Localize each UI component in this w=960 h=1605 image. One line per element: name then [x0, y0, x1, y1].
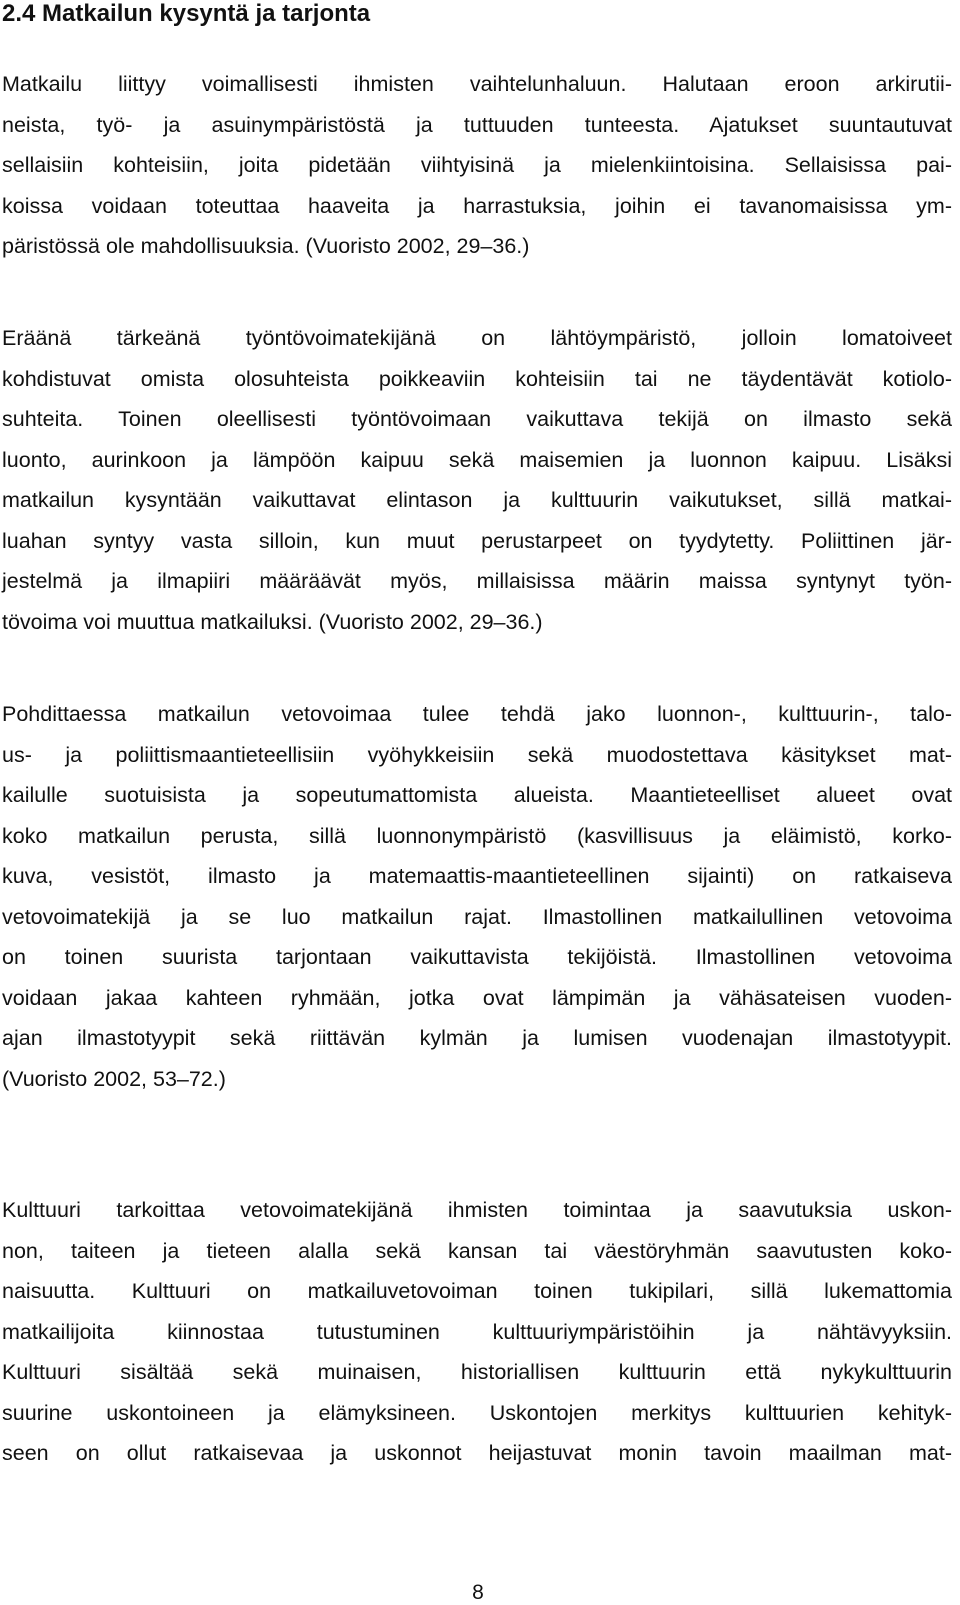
text-line: kailulle suotuisista ja sopeutumattomista alueista. Maantieteelliset alueet ovat: [2, 783, 952, 807]
text-line: (Vuoristo 2002, 53–72.): [2, 1066, 226, 1091]
text-line: Matkailu liittyy voimallisesti ihmisten vaihtelunhaluun. Halutaan eroon arkirutii-: [2, 72, 952, 96]
text-line: ajan ilmastotyypit sekä riittävän kylmän ja lumisen vuodenajan ilmastotyypit.: [2, 1026, 952, 1050]
text-line: neista, työ- ja asuinympäristöstä ja tuttuuden tunteesta. Ajatukset suuntautuvat: [2, 112, 952, 137]
text-line: suhteita. Toinen oleellisesti työntövoimaan vaikuttava tekijä on ilmasto sekä: [2, 407, 952, 431]
text-line: voidaan jakaa kahteen ryhmään, jotka ovat lämpimän ja vähäsateisen vuoden-: [2, 985, 952, 1010]
paragraph-4: [2, 1190, 952, 1474]
text-line: kuva, vesistöt, ilmasto ja matemaattis-maantieteellinen sijainti) on ratkaiseva: [2, 864, 952, 888]
text-line: päristössä ole mahdollisuuksia. (Vuoristo 2002, 29–36.): [2, 234, 530, 258]
text-line: suurine uskontoineen ja elämyksineen. Uskontojen merkitys kulttuurien kehityk-: [2, 1400, 952, 1425]
text-line: matkailun kysyntään vaikuttavat elintason ja kulttuurin vaikutukset, sillä matkai-: [2, 488, 952, 512]
text-line: matkailijoita kiinnostaa tutustuminen kulttuuriympäristöihin ja nähtävyyksiin.: [2, 1319, 952, 1344]
text-line: tövoima voi muuttua matkailuksi. (Vuoristo 2002, 29–36.): [2, 609, 543, 634]
text-line: jestelmä ja ilmapiiri määräävät myös, millaisissa määrin maissa syntynyt työn-: [2, 569, 952, 593]
text-line: koissa voidaan toteuttaa haaveita ja harrastuksia, joihin ei tavanomaisissa ym-: [2, 193, 952, 218]
paragraph-1: [2, 64, 952, 267]
text-line: vetovoimatekijä ja se luo matkailun rajat. Ilmastollinen matkailullinen vetovoima: [2, 904, 952, 929]
page-number: 8: [472, 1581, 484, 1604]
section-heading: 2.4 Matkailun kysyntä ja tarjonta: [2, 0, 371, 27]
text-line: Kulttuuri sisältää sekä muinaisen, historiallisen kulttuurin että nykykulttuurin: [2, 1360, 952, 1384]
text-line: koko matkailun perusta, sillä luonnonympäristö (kasvillisuus ja eläimistö, korko-: [2, 823, 952, 848]
text-line: luonto, aurinkoon ja lämpöön kaipuu sekä maisemien ja luonnon kaipuu. Lisäksi: [2, 447, 952, 472]
paragraph-2: [2, 318, 952, 642]
paragraph-3: [2, 694, 952, 1099]
text-line: seen on ollut ratkaisevaa ja uskonnot heijastuvat monin tavoin maailman mat-: [2, 1441, 952, 1465]
text-line: kohdistuvat omista olosuhteista poikkeaviin kohteisiin tai ne täydentävät kotiolo-: [2, 366, 952, 391]
text-line: Kulttuuri tarkoittaa vetovoimatekijänä ihmisten toimintaa ja saavutuksia uskon-: [2, 1198, 952, 1222]
text-line: Eräänä tärkeänä työntövoimatekijänä on lähtöympäristö, jolloin lomatoiveet: [2, 326, 952, 350]
text-line: luahan syntyy vasta silloin, kun muut perustarpeet on tyydytetty. Poliittinen jär-: [2, 528, 952, 553]
text-line: us- ja poliittismaantieteellisiin vyöhykkeisiin sekä muodostettava käsitykset mat-: [2, 742, 952, 767]
text-line: on toinen suurista tarjontaan vaikuttavista tekijöistä. Ilmastollinen vetovoima: [2, 945, 952, 969]
text-line: Pohdittaessa matkailun vetovoimaa tulee tehdä jako luonnon-, kulttuurin-, talo-: [2, 702, 952, 726]
text-line: sellaisiin kohteisiin, joita pidetään viihtyisinä ja mielenkiintoisina. Sellaisissa pai-: [2, 153, 952, 177]
text-line: naisuutta. Kulttuuri on matkailuvetovoiman toinen tukipilari, sillä lukemattomia: [2, 1279, 952, 1303]
text-line: non, taiteen ja tieteen alalla sekä kansan tai väestöryhmän saavutusten koko-: [2, 1238, 952, 1263]
